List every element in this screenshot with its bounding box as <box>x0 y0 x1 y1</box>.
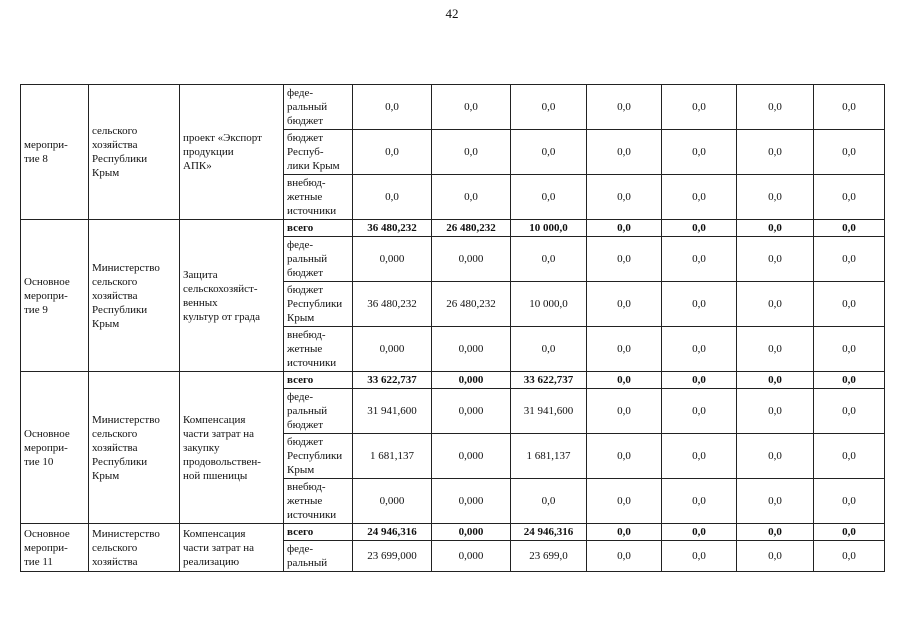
value-cell: 0,0 <box>587 524 662 541</box>
value-cell: 1 681,137 <box>511 434 587 479</box>
value-cell: 0,0 <box>814 220 885 237</box>
value-cell: 0,0 <box>587 237 662 282</box>
value-cell: 0,0 <box>587 434 662 479</box>
value-cell: 31 941,600 <box>353 389 432 434</box>
value-cell: 36 480,232 <box>353 220 432 237</box>
funding-source-cell: всего <box>284 524 353 541</box>
value-cell: 0,0 <box>737 372 814 389</box>
table-row <box>21 220 885 237</box>
value-cell: 0,0 <box>814 524 885 541</box>
value-cell: 0,0 <box>587 541 662 572</box>
value-cell: 0,0 <box>737 434 814 479</box>
table-row <box>21 372 885 389</box>
value-cell: 0,0 <box>587 130 662 175</box>
value-cell: 0,0 <box>662 175 737 220</box>
value-cell: 0,0 <box>662 130 737 175</box>
value-cell: 0,0 <box>662 327 737 372</box>
value-cell: 0,0 <box>353 85 432 130</box>
value-cell: 0,0 <box>587 220 662 237</box>
value-cell: 0,0 <box>432 85 511 130</box>
value-cell: 0,000 <box>432 389 511 434</box>
value-cell: 1 681,137 <box>353 434 432 479</box>
event-name-cell: проект «Экспорт продукции АПК» <box>180 85 284 220</box>
value-cell: 0,0 <box>662 372 737 389</box>
value-cell: 0,0 <box>662 237 737 282</box>
value-cell: 0,0 <box>814 130 885 175</box>
value-cell: 0,0 <box>737 541 814 572</box>
value-cell: 0,000 <box>432 372 511 389</box>
value-cell: 0,000 <box>353 479 432 524</box>
value-cell: 0,0 <box>662 524 737 541</box>
event-cell: Основное меропри- тие 9 <box>21 220 89 372</box>
executor-cell: Министерство сельского хозяйства <box>89 524 180 572</box>
funding-source-cell: всего <box>284 220 353 237</box>
value-cell: 0,0 <box>432 130 511 175</box>
event-cell: Основное меропри- тие 10 <box>21 372 89 524</box>
value-cell: 0,0 <box>587 327 662 372</box>
value-cell: 0,0 <box>814 434 885 479</box>
value-cell: 0,000 <box>432 479 511 524</box>
value-cell: 0,0 <box>737 85 814 130</box>
executor-cell: Министерство сельского хозяйства Республики Крым <box>89 220 180 372</box>
value-cell: 0,0 <box>662 282 737 327</box>
executor-cell: сельского хозяйства Республики Крым <box>89 85 180 220</box>
value-cell: 0,0 <box>511 175 587 220</box>
event-cell: Основное меропри- тие 11 <box>21 524 89 572</box>
value-cell: 0,0 <box>587 389 662 434</box>
funding-source-cell: внебюд- жетные источники <box>284 327 353 372</box>
funding-source-cell: бюджет Республики Крым <box>284 434 353 479</box>
value-cell: 0,0 <box>814 237 885 282</box>
funding-source-cell: феде- ральный <box>284 541 353 572</box>
value-cell: 0,0 <box>587 372 662 389</box>
value-cell: 0,0 <box>353 175 432 220</box>
value-cell: 0,000 <box>432 434 511 479</box>
table-row <box>21 85 885 130</box>
executor-cell: Министерство сельского хозяйства Республики Крым <box>89 372 180 524</box>
event-cell: меропри- тие 8 <box>21 85 89 220</box>
value-cell: 0,0 <box>511 130 587 175</box>
value-cell: 0,0 <box>814 85 885 130</box>
value-cell: 0,0 <box>662 479 737 524</box>
value-cell: 0,0 <box>814 479 885 524</box>
value-cell: 0,0 <box>662 434 737 479</box>
value-cell: 23 699,000 <box>353 541 432 572</box>
value-cell: 0,0 <box>814 175 885 220</box>
value-cell: 0,0 <box>737 237 814 282</box>
funding-source-cell: феде- ральный бюджет <box>284 85 353 130</box>
funding-source-cell: феде- ральный бюджет <box>284 389 353 434</box>
funding-source-cell: внебюд- жетные источники <box>284 479 353 524</box>
value-cell: 24 946,316 <box>511 524 587 541</box>
value-cell: 0,0 <box>587 479 662 524</box>
funding-source-cell: бюджет Респуб- лики Крым <box>284 130 353 175</box>
value-cell: 26 480,232 <box>432 282 511 327</box>
value-cell: 33 622,737 <box>511 372 587 389</box>
value-cell: 0,0 <box>814 282 885 327</box>
funding-source-cell: феде- ральный бюджет <box>284 237 353 282</box>
value-cell: 10 000,0 <box>511 282 587 327</box>
value-cell: 36 480,232 <box>353 282 432 327</box>
value-cell: 0,000 <box>432 524 511 541</box>
value-cell: 10 000,0 <box>511 220 587 237</box>
value-cell: 0,0 <box>511 237 587 282</box>
value-cell: 0,000 <box>432 541 511 572</box>
value-cell: 0,0 <box>511 479 587 524</box>
event-name-cell: Компенсация части затрат на закупку продовольствен- ной пшеницы <box>180 372 284 524</box>
value-cell: 23 699,0 <box>511 541 587 572</box>
value-cell: 0,0 <box>662 389 737 434</box>
value-cell: 0,0 <box>737 282 814 327</box>
value-cell: 0,0 <box>737 479 814 524</box>
value-cell: 0,000 <box>432 327 511 372</box>
value-cell: 0,000 <box>353 327 432 372</box>
page-number: 42 <box>445 6 459 21</box>
event-name-cell: Защита сельскохозяйст- венных культур от града <box>180 220 284 372</box>
value-cell: 0,0 <box>662 85 737 130</box>
value-cell: 33 622,737 <box>353 372 432 389</box>
value-cell: 0,0 <box>432 175 511 220</box>
value-cell: 0,0 <box>814 372 885 389</box>
value-cell: 0,0 <box>587 282 662 327</box>
value-cell: 0,0 <box>662 541 737 572</box>
value-cell: 0,0 <box>737 220 814 237</box>
table-row <box>21 524 885 541</box>
funding-source-cell: бюджет Республики Крым <box>284 282 353 327</box>
value-cell: 0,000 <box>353 237 432 282</box>
value-cell: 0,0 <box>737 175 814 220</box>
value-cell: 0,0 <box>511 85 587 130</box>
value-cell: 0,0 <box>814 389 885 434</box>
value-cell: 0,0 <box>662 220 737 237</box>
value-cell: 0,0 <box>814 541 885 572</box>
value-cell: 0,0 <box>353 130 432 175</box>
value-cell: 0,0 <box>737 389 814 434</box>
value-cell: 0,0 <box>737 130 814 175</box>
value-cell: 0,0 <box>587 175 662 220</box>
funding-source-cell: всего <box>284 372 353 389</box>
value-cell: 26 480,232 <box>432 220 511 237</box>
value-cell: 0,000 <box>432 237 511 282</box>
value-cell: 0,0 <box>587 85 662 130</box>
value-cell: 0,0 <box>737 524 814 541</box>
value-cell: 24 946,316 <box>353 524 432 541</box>
value-cell: 0,0 <box>511 327 587 372</box>
budget-table <box>20 84 885 572</box>
value-cell: 0,0 <box>814 327 885 372</box>
value-cell: 0,0 <box>737 327 814 372</box>
value-cell: 31 941,600 <box>511 389 587 434</box>
funding-source-cell: внебюд- жетные источники <box>284 175 353 220</box>
event-name-cell: Компенсация части затрат на реализацию <box>180 524 284 572</box>
